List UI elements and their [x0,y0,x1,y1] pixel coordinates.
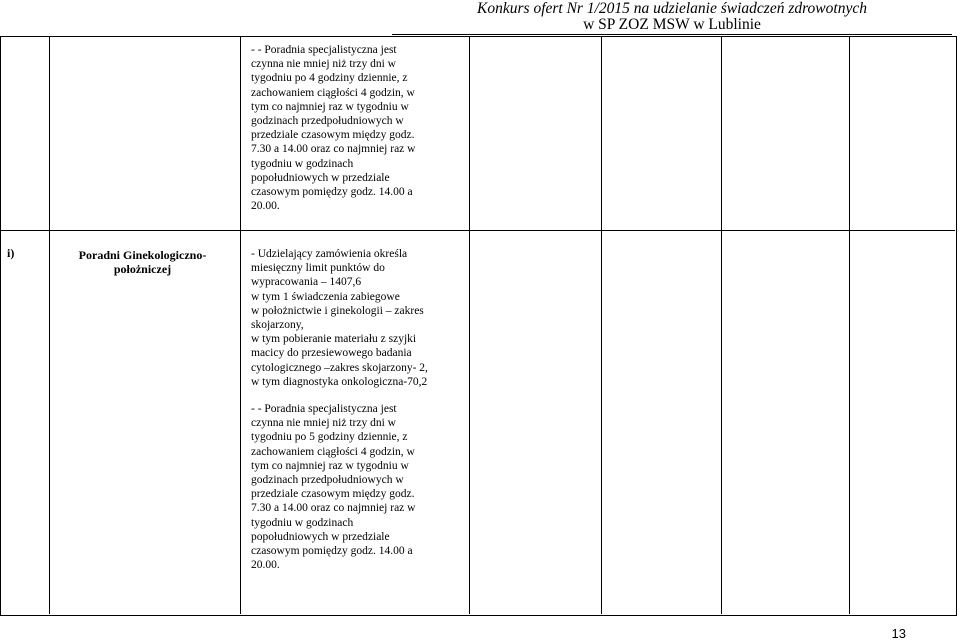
clinic-hours-text: - - Poradnia specjalistyczna jest czynna nie mniej niż trzy dni w tygodniu po 5 godziny dziennie, z zachowaniem ciągłości 4 godzin, w tym co najmniej raz w tygodniu w godzinach przedpołudniowych w przedziale czasowym między godz. 7.30 a 14.00 oraz co najmniej raz w tygodniu w godzinach popołudniowych w przedziale czasowym pomiędzy godz. 14.00 a 20.00. [251,403,416,572]
header-title: Konkurs ofert Nr 1/2015 na udzielanie świadczeń zdrowotnych [477,0,867,17]
header-subtitle: w SP ZOZ MSW w Lublinie [583,16,761,33]
contract-limit-text: - Udzielający zamówienia określa miesięczny limit punktów do wypracowania – 1407,6 w tym 1 świadczenia zabiegowe w położnictwie i ginekologii – zakres skojarzony, w tym pobieranie materiału z szyjki macicy do przesiewowego badania cytologicznego –zakres skojarzony- 2, w tym diagnostyka onkologiczna-70,2 [251,248,428,388]
clinic-name: Poradni Ginekologiczno- położniczej [78,248,207,276]
table-row-divider [0,230,955,231]
previous-row-content: - - Poradnia specjalistyczna jest czynna nie mniej niż trzy dni w tygodniu po 4 godziny dziennie, z zachowaniem ciągłości 4 godzin, w tym co najmniej raz w tygodniu w godzinach przedpołudniowych w przedziale czasowym między godz. 7.30 a 14.00 oraz co najmniej raz w tygodniu w godzinach popołudniowych w przedziale czasowym pomiędzy godz. 14.00 a 20.00. [251,44,416,213]
table-column-divider [469,36,470,614]
offer-table [0,36,957,616]
table-column-divider [601,36,602,614]
table-column-divider [849,36,850,614]
table-column-divider [49,36,50,614]
table-column-divider [721,36,722,614]
page-number: 13 [891,626,906,641]
document-header [392,0,952,35]
row-index: i) [7,246,15,260]
table-column-divider [240,36,241,614]
